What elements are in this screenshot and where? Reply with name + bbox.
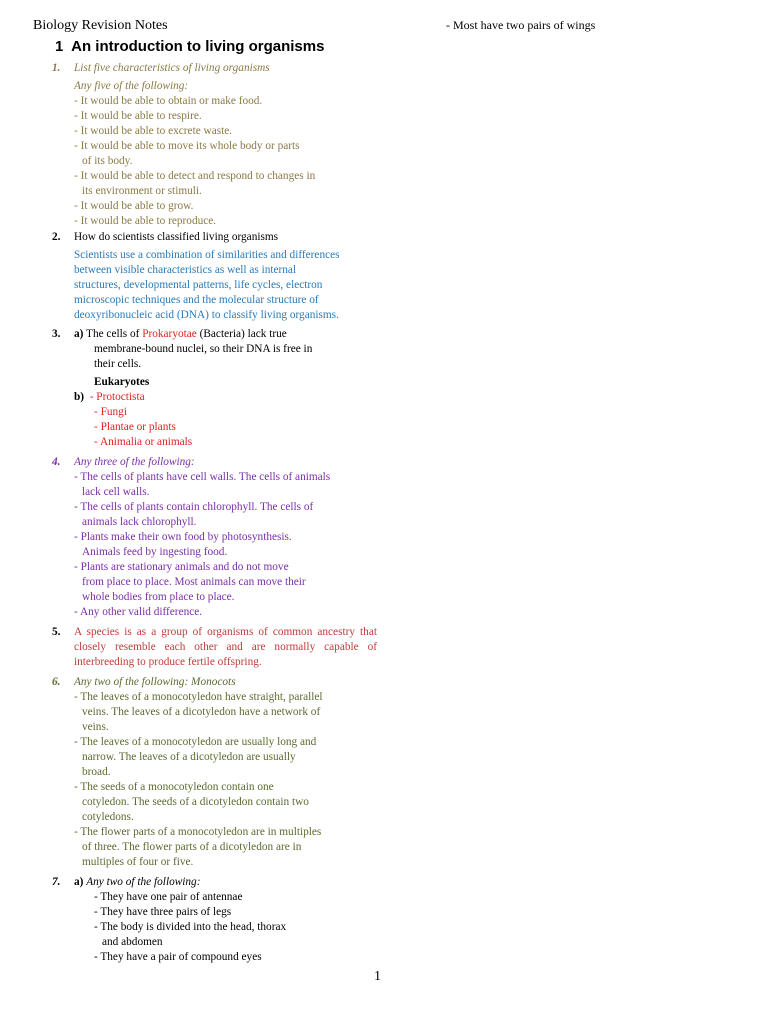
page-header: Biology Revision Notes (33, 18, 168, 33)
question-6 (52, 675, 382, 870)
species-definition: A species is as a group of organisms of common ancestry that closely resemble each other and are normally capable of interbreeding to produce fertile offspring. (74, 626, 377, 668)
kingdom-item: - Plantae or plants (94, 421, 176, 433)
list-item-continued: narrow. The leaves of a dicotyledon are usually (82, 751, 296, 763)
question-number: 1. (52, 62, 61, 74)
chapter-name: An introduction to living organisms (71, 38, 325, 55)
part-a-line: membrane-bound nuclei, so their DNA is free in (94, 343, 313, 355)
list-item-continued: veins. The leaves of a dicotyledon have a network of (82, 706, 321, 718)
kingdom-item: - Protoctista (89, 391, 145, 403)
eukaryotes-heading: Eukaryotes (94, 376, 150, 388)
list-item-continued: of its body. (82, 155, 133, 167)
question-5 (52, 625, 382, 670)
list-item: - The flower parts of a monocotyledon are in multiples (74, 826, 322, 838)
list-item: - Plants make their own food by photosynthesis. (74, 531, 292, 543)
part-a (74, 875, 382, 890)
list-item: - They have a pair of compound eyes (94, 951, 262, 963)
chapter-number: 1 (55, 38, 64, 55)
list-item: - The cells of plants contain chlorophyll. The cells of (74, 501, 314, 513)
list-item-continued: multiples of four or five. (82, 856, 194, 868)
list-item-continued: of three. The flower parts of a dicotyledon are in (82, 841, 302, 853)
answer-line: structures, developmental patterns, life cycles, electron (74, 279, 323, 291)
list-item: - It would be able to detect and respond to changes in (74, 170, 316, 182)
list-item-continued: and abdomen (102, 936, 163, 948)
answer-intro: Any five of the following: (74, 80, 189, 92)
list-item: - The leaves of a monocotyledon have straight, parallel (74, 691, 323, 703)
list-item: - It would be able to reproduce. (74, 215, 217, 227)
answer-line: between visible characteristics as well as internal (74, 264, 297, 276)
part-a-label: a) (74, 328, 84, 340)
part-a-label: a) (74, 876, 84, 888)
list-item: - It would be able to respire. (74, 110, 202, 122)
answer-intro: Any three of the following: (74, 456, 195, 468)
list-item-continued: from place to place. Most animals can move their (82, 576, 306, 588)
list-item: - It would be able to grow. (74, 200, 194, 212)
kingdom-item: - Fungi (94, 406, 127, 418)
list-item-continued: lack cell walls. (82, 486, 150, 498)
part-a (74, 327, 382, 342)
list-item-continued: animals lack chlorophyll. (82, 516, 197, 528)
kingdom-item: - Animalia or animals (94, 436, 193, 448)
answer-line: microscopic techniques and the molecular structure of (74, 294, 319, 306)
part-b (74, 390, 382, 405)
question-number: 4. (52, 456, 61, 468)
question-number: 7. (52, 876, 61, 888)
list-item: - They have three pairs of legs (94, 906, 232, 918)
list-item: - Plants are stationary animals and do not move (74, 561, 289, 573)
question-4 (52, 455, 382, 620)
answer-intro: Any two of the following: Monocots (74, 676, 236, 688)
question-2 (52, 230, 382, 323)
page-number: 1 (374, 969, 381, 984)
list-item-continued: veins. (82, 721, 109, 733)
question-number: 3. (52, 328, 61, 340)
answer-line: Scientists use a combination of similarities and differences (74, 249, 340, 261)
list-item: - It would be able to obtain or make food. (74, 95, 263, 107)
question-number: 6. (52, 676, 61, 688)
question-text: List five characteristics of living organisms (74, 62, 270, 74)
list-item: - The body is divided into the head, thorax (94, 921, 287, 933)
part-a-line: their cells. (94, 358, 142, 370)
right-column-text: - Most have two pairs of wings (446, 18, 596, 32)
question-7 (52, 875, 382, 965)
list-item-continued: cotyledon. The seeds of a dicotyledon contain two (82, 796, 309, 808)
list-item: - Any other valid difference. (74, 606, 203, 618)
answer-intro: Any two of the following: (86, 876, 201, 888)
part-a-post: (Bacteria) lack true (199, 328, 287, 340)
list-item: - The seeds of a monocotyledon contain one (74, 781, 274, 793)
question-number: 2. (52, 231, 61, 243)
list-item: - It would be able to excrete waste. (74, 125, 233, 137)
question-3 (52, 327, 382, 450)
list-item: - They have one pair of antennae (94, 891, 243, 903)
list-item-continued: cotyledons. (82, 811, 134, 823)
part-b-label: b) (74, 391, 85, 403)
list-item-continued-block (74, 840, 376, 870)
prokaryotae-term: Prokaryotae (142, 328, 197, 340)
question-1 (52, 61, 382, 229)
question-text: How do scientists classified living organisms (74, 231, 279, 243)
list-item: - The leaves of a monocotyledon are usually long and (74, 736, 317, 748)
list-item-continued: Animals feed by ingesting food. (82, 546, 228, 558)
chapter-title (55, 38, 324, 55)
answer-line: deoxyribonucleic acid (DNA) to classify living organisms. (74, 309, 339, 321)
list-item-continued: its environment or stimuli. (82, 185, 202, 197)
part-a-pre: The cells of (86, 328, 140, 340)
list-item: - It would be able to move its whole body or parts (74, 140, 300, 152)
question-number: 5. (52, 626, 61, 638)
list-item-continued: whole bodies from place to place. (82, 591, 235, 603)
answers-column (52, 61, 382, 965)
list-item: - The cells of plants have cell walls. The cells of animals (74, 471, 331, 483)
list-item-continued: broad. (82, 766, 111, 778)
